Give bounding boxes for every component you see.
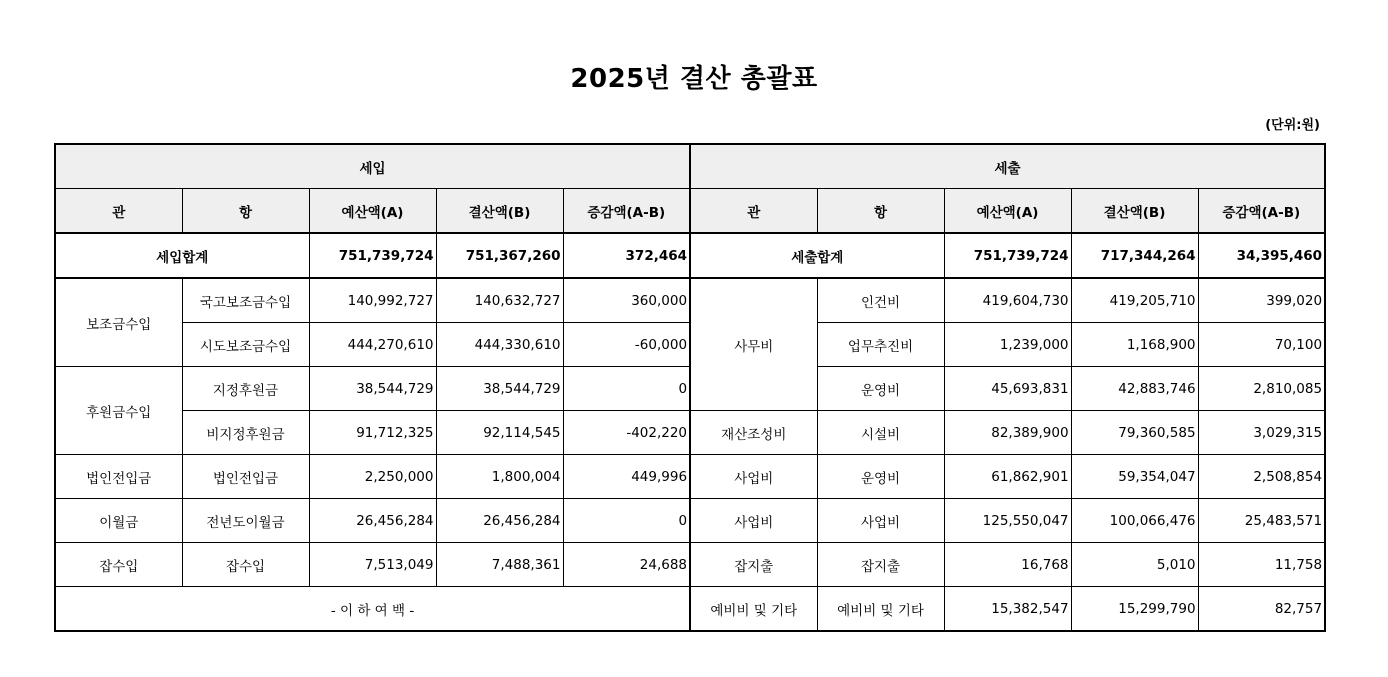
- income-settled-cell: 7,488,361: [436, 543, 563, 587]
- settlement-summary-table: [54, 143, 1326, 632]
- column-header-row: [55, 189, 1325, 234]
- income-hang-cell: 비지정후원금: [182, 411, 309, 455]
- income-section-header: 세입: [55, 144, 690, 189]
- income-hang-cell: 잡수입: [182, 543, 309, 587]
- expense-diff-cell: 70,100: [1198, 323, 1325, 367]
- expense-budget-cell: 45,693,831: [944, 367, 1071, 411]
- expense-diff-cell: 2,810,085: [1198, 367, 1325, 411]
- income-budget-cell: 2,250,000: [309, 455, 436, 499]
- page-title: 2025년 결산 총괄표: [570, 64, 818, 94]
- income-hang-cell: 전년도이월금: [182, 499, 309, 543]
- income-gwan-cell: 보조금수입: [55, 278, 182, 367]
- expense-hang-cell: 예비비 및 기타: [817, 587, 944, 632]
- income-hang-cell: 법인전입금: [182, 455, 309, 499]
- income-diff-cell: -60,000: [563, 323, 690, 367]
- income-gwan-cell: 법인전입금: [55, 455, 182, 499]
- expense-total-settled: 717,344,264: [1071, 233, 1198, 278]
- expense-settled-cell: 100,066,476: [1071, 499, 1198, 543]
- income-diff-cell: 360,000: [563, 278, 690, 323]
- table-row: [55, 543, 1325, 587]
- expense-settled-cell: 59,354,047: [1071, 455, 1198, 499]
- table-row: [55, 499, 1325, 543]
- expense-hang-header: 항: [817, 189, 944, 234]
- expense-settled-header: 결산액(B): [1071, 189, 1198, 234]
- expense-diff-cell: 3,029,315: [1198, 411, 1325, 455]
- income-total-settled: 751,367,260: [436, 233, 563, 278]
- income-total-label: 세입합계: [55, 233, 309, 278]
- expense-diff-header: 증감액(A-B): [1198, 189, 1325, 234]
- expense-section-header: 세출: [690, 144, 1325, 189]
- income-settled-cell: 26,456,284: [436, 499, 563, 543]
- income-budget-cell: 91,712,325: [309, 411, 436, 455]
- income-diff-cell: 449,996: [563, 455, 690, 499]
- income-gwan-cell: 이월금: [55, 499, 182, 543]
- expense-gwan-cell: 예비비 및 기타: [690, 587, 817, 632]
- income-budget-cell: 38,544,729: [309, 367, 436, 411]
- income-hang-cell: 시도보조금수입: [182, 323, 309, 367]
- income-total-diff: 372,464: [563, 233, 690, 278]
- income-settled-header: 결산액(B): [436, 189, 563, 234]
- expense-budget-cell: 15,382,547: [944, 587, 1071, 632]
- expense-hang-cell: 업무추진비: [817, 323, 944, 367]
- table-row: [55, 587, 1325, 632]
- income-settled-cell: 1,800,004: [436, 455, 563, 499]
- expense-hang-cell: 잡지출: [817, 543, 944, 587]
- income-diff-cell: 0: [563, 367, 690, 411]
- expense-settled-cell: 42,883,746: [1071, 367, 1198, 411]
- expense-settled-cell: 15,299,790: [1071, 587, 1198, 632]
- table-row: [55, 411, 1325, 455]
- income-settled-cell: 92,114,545: [436, 411, 563, 455]
- income-diff-header: 증감액(A-B): [563, 189, 690, 234]
- income-gwan-header: 관: [55, 189, 182, 234]
- expense-budget-cell: 125,550,047: [944, 499, 1071, 543]
- expense-budget-header: 예산액(A): [944, 189, 1071, 234]
- income-budget-cell: 140,992,727: [309, 278, 436, 323]
- income-diff-cell: 0: [563, 499, 690, 543]
- expense-diff-cell: 399,020: [1198, 278, 1325, 323]
- expense-gwan-cell: 사무비: [690, 278, 817, 411]
- income-settled-cell: 38,544,729: [436, 367, 563, 411]
- expense-gwan-cell: 잡지출: [690, 543, 817, 587]
- expense-gwan-header: 관: [690, 189, 817, 234]
- income-budget-cell: 444,270,610: [309, 323, 436, 367]
- expense-gwan-cell: 사업비: [690, 499, 817, 543]
- expense-budget-cell: 82,389,900: [944, 411, 1071, 455]
- expense-settled-cell: 5,010: [1071, 543, 1198, 587]
- expense-budget-cell: 1,239,000: [944, 323, 1071, 367]
- expense-gwan-cell: 사업비: [690, 455, 817, 499]
- total-row: [55, 233, 1325, 278]
- expense-total-diff: 34,395,460: [1198, 233, 1325, 278]
- income-budget-header: 예산액(A): [309, 189, 436, 234]
- income-gwan-cell: 후원금수입: [55, 367, 182, 455]
- table-row: [55, 278, 1325, 323]
- income-budget-cell: 26,456,284: [309, 499, 436, 543]
- income-total-budget: 751,739,724: [309, 233, 436, 278]
- expense-settled-cell: 79,360,585: [1071, 411, 1198, 455]
- expense-total-label: 세출합계: [690, 233, 944, 278]
- expense-hang-cell: 운영비: [817, 367, 944, 411]
- expense-budget-cell: 61,862,901: [944, 455, 1071, 499]
- expense-budget-cell: 16,768: [944, 543, 1071, 587]
- income-hang-header: 항: [182, 189, 309, 234]
- income-hang-cell: 지정후원금: [182, 367, 309, 411]
- unit-label: (단위:원): [1265, 118, 1320, 133]
- income-diff-cell: -402,220: [563, 411, 690, 455]
- income-hang-cell: 국고보조금수입: [182, 278, 309, 323]
- income-budget-cell: 7,513,049: [309, 543, 436, 587]
- income-settled-cell: 140,632,727: [436, 278, 563, 323]
- expense-hang-cell: 운영비: [817, 455, 944, 499]
- expense-total-budget: 751,739,724: [944, 233, 1071, 278]
- expense-hang-cell: 사업비: [817, 499, 944, 543]
- expense-settled-cell: 1,168,900: [1071, 323, 1198, 367]
- expense-diff-cell: 11,758: [1198, 543, 1325, 587]
- expense-diff-cell: 82,757: [1198, 587, 1325, 632]
- expense-budget-cell: 419,604,730: [944, 278, 1071, 323]
- table-row: [55, 455, 1325, 499]
- expense-gwan-cell: 재산조성비: [690, 411, 817, 455]
- expense-hang-cell: 시설비: [817, 411, 944, 455]
- income-diff-cell: 24,688: [563, 543, 690, 587]
- income-settled-cell: 444,330,610: [436, 323, 563, 367]
- expense-hang-cell: 인건비: [817, 278, 944, 323]
- expense-diff-cell: 2,508,854: [1198, 455, 1325, 499]
- blank-note: - 이 하 여 백 -: [55, 587, 690, 632]
- income-gwan-cell: 잡수입: [55, 543, 182, 587]
- section-header-row: [55, 144, 1325, 189]
- expense-diff-cell: 25,483,571: [1198, 499, 1325, 543]
- expense-settled-cell: 419,205,710: [1071, 278, 1198, 323]
